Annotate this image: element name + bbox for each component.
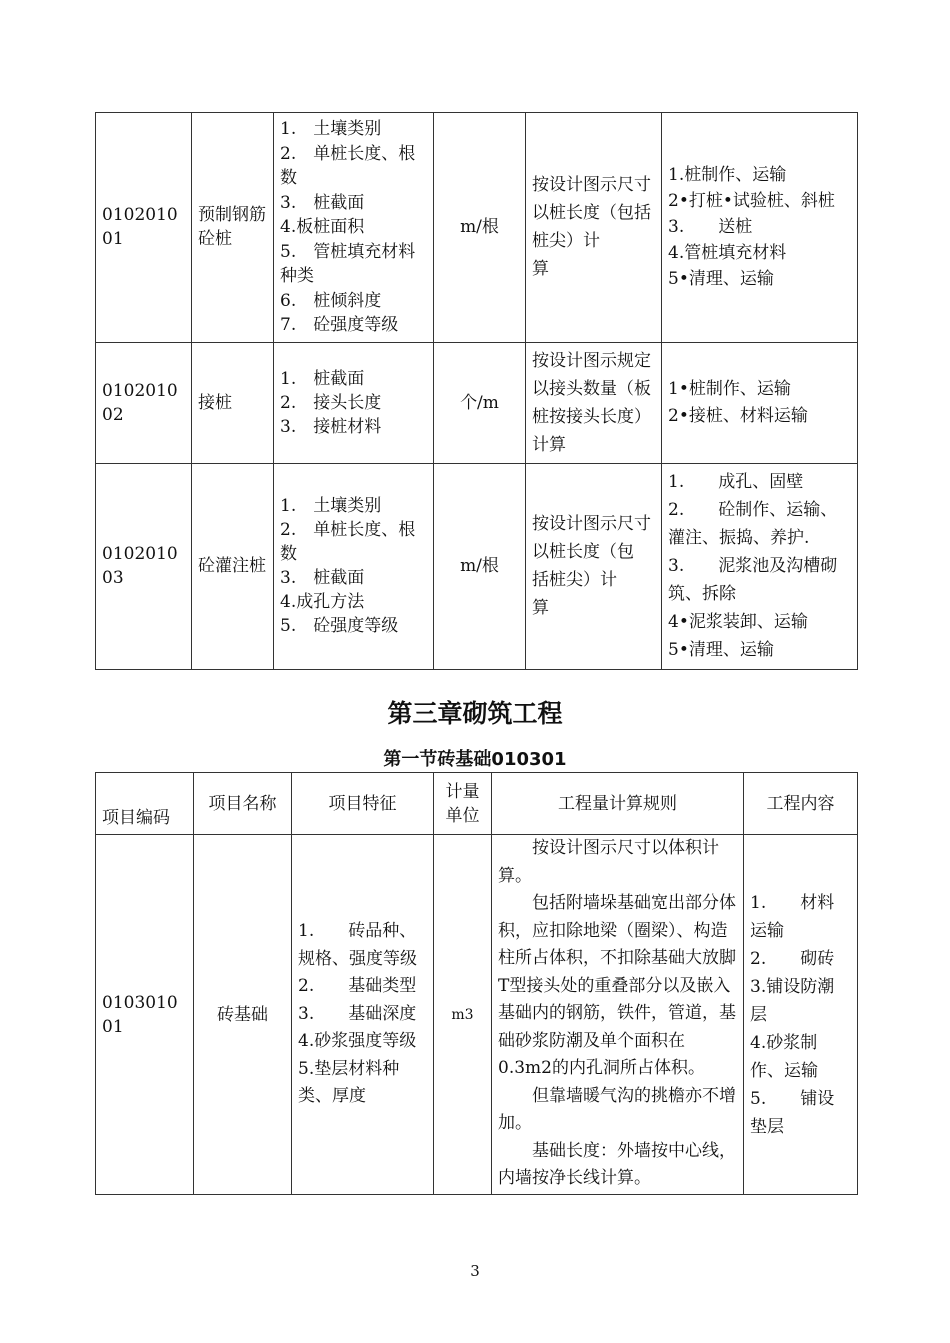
header-code: 项目编码 bbox=[96, 773, 194, 835]
item-unit: m3 bbox=[434, 835, 492, 1195]
item-features: 1. 砖品种、规格、强度等级 2. 基础类型 3. 基础深度 4.砂浆强度等级 5.垫层材料种类、厚度 bbox=[292, 835, 434, 1195]
item-rule: 按设计图示尺寸以体积计算。 包括附墙垛基础宽出部分体积，应扣除地梁（圈梁）、构造柱所占体积，不扣除基础大放脚T型接头处的重叠部分以及嵌入基础内的钢筋，铁件，管道，基础砂浆防潮及单个面积在0.3m2的内孔洞所占体积。 但靠墙暖气沟的挑檐亦不增加。 基础长度：外墙按中心线，内墙按净长线计算。 bbox=[492, 835, 744, 1195]
header-content: 工程内容 bbox=[744, 773, 858, 835]
page-number: 3 bbox=[470, 1262, 480, 1280]
chapter-title: 第三章砌筑工程 bbox=[387, 699, 563, 728]
item-content: 1. 材料运输 2. 砌砖 3.铺设防潮层 4.砂浆制作、运输 5. 铺设垫层 bbox=[744, 835, 858, 1195]
item-features: 1. 桩截面 2. 接头长度 3. 接桩材料 bbox=[274, 342, 434, 463]
item-content: 1.桩制作、运输 2•打桩•试验桩、斜桩 3. 送桩 4.管桩填充材料 5•清理、运输 bbox=[662, 113, 858, 343]
pile-table bbox=[95, 112, 858, 670]
header-name: 项目名称 bbox=[194, 773, 292, 835]
item-name: 砼灌注桩 bbox=[192, 463, 274, 669]
table-row bbox=[96, 463, 858, 669]
item-features: 1. 土壤类别 2. 单桩长度、根数 3. 桩截面 4.板桩面积 5. 管桩填充材料种类 6. 桩倾斜度 7. 砼强度等级 bbox=[274, 113, 434, 343]
brick-foundation-table bbox=[95, 772, 858, 1195]
item-name: 预制钢筋 砼桩 bbox=[192, 113, 274, 343]
item-unit: 个/m bbox=[434, 342, 526, 463]
item-features: 1. 土壤类别 2. 单桩长度、根数 3. 桩截面 4.成孔方法 5. 砼强度等级 bbox=[274, 463, 434, 669]
item-rule: 按设计图示规定以接头数量（板桩按接头长度）计算 bbox=[526, 342, 662, 463]
item-code: 010201002 bbox=[96, 342, 192, 463]
item-rule: 按设计图示尺寸以桩长度（包 括桩尖）计 算 bbox=[526, 463, 662, 669]
item-name: 砖基础 bbox=[194, 835, 292, 1195]
item-content: 1•桩制作、运输 2•接桩、材料运输 bbox=[662, 342, 858, 463]
section-title: 第一节砖基础010301 bbox=[383, 749, 567, 770]
table-row bbox=[96, 113, 858, 343]
header-unit: 计量单位 bbox=[434, 773, 492, 835]
item-rule: 按设计图示尺寸以桩长度（包括桩尖）计 算 bbox=[526, 113, 662, 343]
item-code: 010201001 bbox=[96, 113, 192, 343]
item-name: 接桩 bbox=[192, 342, 274, 463]
item-unit: m/根 bbox=[434, 463, 526, 669]
table-header-row bbox=[96, 773, 858, 835]
table-row bbox=[96, 342, 858, 463]
item-code: 010201003 bbox=[96, 463, 192, 669]
item-code: 010301001 bbox=[96, 835, 194, 1195]
header-rule: 工程量计算规则 bbox=[492, 773, 744, 835]
header-features: 项目特征 bbox=[292, 773, 434, 835]
item-unit: m/根 bbox=[434, 113, 526, 343]
table-row bbox=[96, 835, 858, 1195]
item-content: 1. 成孔、固壁 2. 砼制作、运输、灌注、振捣、养护. 3. 泥浆池及沟槽砌筑、拆除 4•泥浆装卸、运输 5•清理、运输 bbox=[662, 463, 858, 669]
